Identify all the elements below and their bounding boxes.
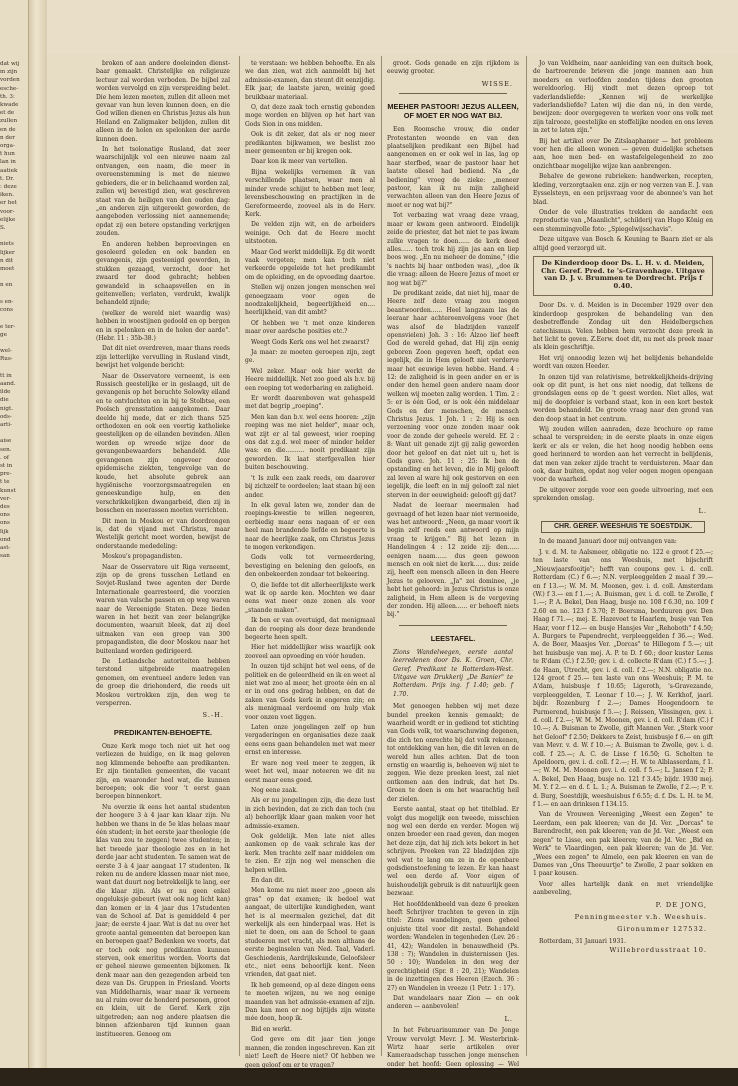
strip-line: ilde: [0, 389, 11, 396]
previous-page-strip: [0, 60, 26, 800]
strip-line: ons: [0, 512, 10, 519]
column-2: [245, 60, 375, 1079]
article-title: PREDIKANTEN-BEHOEFTE.: [113, 727, 213, 737]
paragraph: Men kome nu niet meer zoo „goeen als gras" op dat examen; ik bedoel wat aangaat, de uiterlijke kundigheden, want het is al meermalen gezichel, dat dit werkelijk als een hinderpaal was. Het is niet te doen, om aan de School te gaan studeeren met vracht, als men althans de eerste beginselen van Ned. Taal, Vaderl. Geschiedenis, Aardrijkskunde, Geloofsleer etc., niet eens behoorlijk kent. Neen vrienden, dat gaat niet.: [245, 887, 375, 979]
paragraph: Dit men in Moskou er van doordrongen is, dat de vijand met Christus, maar Westelijk gericht moet worden, bewijst de onderstaande mededeling:: [96, 517, 230, 550]
strip-line: dat wij: [0, 61, 20, 67]
strip-line: s en-: [0, 298, 14, 305]
article-body: [245, 60, 375, 1080]
paragraph: Voor alles hartelijk dank en met vriendelijke aanbeveling,: [533, 880, 713, 897]
paragraph: Jo van Veldheim, naar aanleiding van een duitsch boek, de bartroerende brieven die jonge mannen aan hun moeders en verloofden zonden tijdens den grooten wereldoorlog. Hij vindt met dezen oproep tot vaderlandsliefde: „Kennen wij de werkelijke vaderlandsliefde? Laten wij die dan nú, in den verde, bewijzen: door overgegeven te werken voor ons volk met zijn talrooze, geestelijke en stoffelijke nooden en ons leven in zet te laten zijn.": [533, 60, 713, 135]
strip-line: iken.: [0, 192, 14, 199]
column-3: [387, 60, 519, 1085]
divider: [399, 93, 507, 94]
strip-line: aand.: [0, 380, 16, 387]
paragraph: Ik heb gemeend, op al deze dingen eens te moeten wijzen, nu we nog eenige maanden van het admissie-examen af zijn. Dan kan men er nog bijtijds zijn winste mée doen, hoop ik.: [245, 981, 375, 1023]
strip-line: [0, 290, 26, 298]
paragraph: Tot verbazing wat vraag deze vraag, maar er kwam geen antwoord. Eindelijk zeide de priester, dat het niet te pas kwam zulke vragen te doen...... de kerk deed alles...... toch trok hij zijn jas aan en liep boos weg. „En nu meheer de domine," (die 's nachts bij haar ontboden was), „doe ik die vraag: alleen de Heere Jezus of moet er nog wat bij?": [387, 212, 519, 287]
page-binding: [28, 0, 47, 1068]
paragraph: Daar kon ik meer van vertellen.: [251, 158, 348, 166]
paragraph: Ook is dit zeker, dat als er nog meer predikanten bijkwamen, we beslist zoo meer gemeenten er bij kregen ook.: [245, 131, 375, 156]
paragraph: Deze uitgave van Bosch & Keuning te Baarn ziet er als altijd goed verzorgd uit.: [533, 236, 713, 252]
article-signature: WISSE.: [481, 79, 513, 88]
paragraph: te verstaan: we hebben behoefte. En als we dan zien, wat zich aanmeldt bij het admissie-examen, dan steunt dit eenzijdig. Elk jaar, de laatste jaren, weinig goed bruikbaar materiaal.: [245, 60, 375, 101]
strip-line: [0, 232, 26, 240]
paragraph: In onzen tijd van relativisme, betrekkelijkheids-drijving ook op dit punt, is het ons niet noodig, dat telkens de grondslagen eens op de 't geest worden. Niet alles, wat mij de doopfeier is verband staat, kon in een kort bestek worden behandeld. De groote vraag naar den grond van den doop staat in het centrum.: [533, 373, 713, 423]
article-title: MEEHER PASTOOR! JEZUS ALLEEN, OF MOET ER NOG WAT BIJ.: [387, 102, 519, 121]
paragraph: J. v. d. M. te Aalsmeer, obligatie no. 122 e groot f 25.—; ten laste van ons Weeshuis, met bijschrift „Nieuwjaarsfooitje"; hefft van coupons gev. i. d. coll. Rotterdam (C.) f 6.—; N.N. verpleeggelden 2 maal f 39.— en f 13.—; W. M. M. Moonen, gev. i. d. coll. Amsterdam (W.) f 3.— en f 1.—; A. Buisman, gev. i. d. coll. te Zwolle, f 1.—; P. A. Bekel, Den Haag, busje no. 108 f 6.30, no. 109 f 2.60 en no. 123 f 3.70; P. Boersma, borduuren gev. Den Haag f 71.—; mej. E. Hazevoet te Haarlem, busje van Ten Haar, voor f 12.— en busje Hansjes Ver „Rehoboth" f 4.50; A. Burgers te Papendrecht, verpleeggelden f 36.—; Wed. A. de Boer, Maasjes Ver. „Dorcas" te Hillegom f 5.—; uit het huisbusje van mej. A. P. te D. f 60.; door kuster Lems te R'dam (C.) f 2.50; gev. i. d. collecte R'dam (C.) f 5.—; J. de Haan, Utrecht, gev. i. d. coll. f 2.—; N.N. obligatie no. 124 groot f 25.— ten laste van ons Weeshuis; P. M. te A'dam, huisbusje f 10.65; Ligeroth, 's-Gravezande, verpleeggelden, T. Leonar f 10.—; J. W. Kerkhof, jaarl. bijdr. Rozenburg f 2.—; Dames Hoogendoorn te Purmerend, huisbusje f 5.—; J. Reissen, Vlissingen, gev. i. d. coll. f 2.—; W. M. M. Moonen, gev. i. d. coll. R'dam (C.) f 10.—; A. Buisman te Zwolle, gift Mannen Ver. „Sterk voor het Geloof" f 2.50; Dekkers te Zeist, huisbusje f 6.— en gift van Mevr. v. d. W. f 10.—; A. Buisman te Zwolle, gev. i. d. coll. f 25.—; A. C. de Lisse f 16.50; G. Scholten te Apeldoorn, gev. i. d. coll. f 2.—; H. W. te Alblasserdam, f 1.—; W. M. M. Moonen gev. i. d. coll. f 5.—; L. Jansen f 2; P. A. Bekel, Den Haag, busje no. 121 f 3.45; bijdr. 1930 mej. M. Y. f 2.— en d. f. L. 1.; A. Buisman te Zwolle, f 2.—; P. v. d. Burg, Soestdijk, weeshuisbus f 6.55; d. f. Ds. L. H. te M. f 1.— en aan drinksen f 134.15.: [533, 548, 713, 809]
paragraph: De predikant zeide, dat niet hij, maar de Heere zelf deze vraag zou mogen beantwoorden...... Heel langzaam las de leeraar haar achtereenvolgens voor (het was alsof de bladzijden vanzelf opensvielen) Joh. 3 : 16: Alzoo lief heeft God de wereld gehad, dat Hij zijn eenig geboren Zoon gegeven heeft, opdat een iegelijk, die in Hem gelooft niet verderve maar het eeuwige leven hebbe. Hand. 4 : 12: de zaligheid is in geen ander en er is onder den hemel geen andere naam door welken wij moeten zalig worden. 1 Tim. 2 : 5: er is één God, er is ook één middelaar Gods en der menschen, de mensch Christus Jezus. 1 Joh. 1 : 2: Hij is een verzoening voor onze zonden maar ook voor de zonde der geheele wereld. Ef. 2 : 8: Want uit genade zijt gij zalig geworden door het geloof en dat niet uit u, het is Gods gave. Joh. 11 : 25: Ik ben de opstanding en het leven, die in Mij gelooft zal leven al ware hij ook gestorven en een iegelijk, die leeft en in mij gelooft zal niet sterven in der eeuwigheid: gelooft gij dat?: [387, 289, 519, 499]
strip-line: Rus-: [0, 356, 13, 363]
paragraph: Naar de Osservatore verneemt, is een Russisch geestelijke er in geslaagd, uit de gevangenis op het beruchte Solowky eiland en te ontvluchten en in bij te Stolbtse, een Poolsch grensstation aangekomen. Daar deelde hij mede, dat er zich thans 525 orthodoxen en ook een veertig katholieke geestelijken op de eilanden bevinden. Allen worden op wreede wijze door de gevangenbewaarders behandeld. Alle gevangenen zijn ongeveer door epidemische ziekten, tengevolge van de koude, het absolute gebrek aan hygiënische voorzorgsmaatregelen en geneeskundige hulp, en den verschrikkelijken dwangarbeid, dien zij in bosschen en moerassen moeten verrichten.: [96, 372, 230, 515]
paragraph: O, die liefde tot dit allerheerlijkste werk wat ik op aarde ken. Mochten we daar eens wat meer onze zonen als voor „staande maken".: [245, 581, 375, 614]
strip-line: t hun: [0, 151, 15, 158]
review-body: [387, 703, 519, 1012]
strip-line: ge: [0, 331, 7, 338]
paragraph: Naar de Osservatore uit Riga verneemt, zijn op de grens tusschen Letland en Sovjet-Rusland twee agenten der Derde Internationale gearresteerd, die voorzien waren van valsche passen en op weg waren naar de Vereenigde Staten. Deze lieden waren in het bezit van zeer belangrijke documenten, waaruit bleek, dat zij deel uitmaken van een groep van 300 propagandisten, die door Moskou naar het buitenland worden gedirigeerd.: [96, 563, 230, 655]
paragraph: Hier het middellijker wiss waarlijk ook zooveel aan opvoeding en vóór houden.: [245, 644, 375, 660]
strip-line: ver-: [0, 495, 12, 502]
strip-line: n en: [0, 282, 13, 289]
strip-line: lijk: [0, 528, 9, 535]
strip-line: ast-: [0, 544, 11, 551]
strip-line: sen.: [0, 446, 12, 453]
strip-line: m zijn: [0, 69, 18, 76]
strip-line: san: [0, 553, 10, 560]
strip-line: niets: [0, 241, 14, 248]
book-entry: Zions Wandelwegen, eerste aantal leerredenen door Ds. K. Groen, Chr. Geref. Predikant te Rotterdam-West. Uitgave van Drukkerij „De Banier" te Rotterdam. Prijs ing. f 1.40; geb. f 1.70.: [393, 648, 513, 698]
paragraph: (welker de wereld niet waardig was) hebben in woestijnen gedoold en op bergen en in spelonken en in de holen der aarde". (Hebr. 11 : 35b-38.): [96, 309, 230, 342]
strip-line: [0, 429, 26, 437]
strip-line: lan in: [0, 159, 16, 166]
article-body: [96, 743, 230, 1039]
strip-line: et de: [0, 110, 15, 117]
article-body: [533, 60, 713, 253]
paragraph: En anderen hebben beproevingen en gesoleerd geleden en ook banden en gevangenis, zijn gesteenigd geworden, in stukken gezaagd, verzocht, door het zwaard ter dood gebracht; hebben gewandeld in schaapsvellen en in geitenvellen; verlaten, verdrukt, kwalijk behandeld zijnde;: [96, 240, 230, 307]
strip-line: n dit: [0, 257, 13, 264]
review-signature: L.: [698, 506, 707, 515]
strip-line: aatiek: [0, 167, 18, 174]
strip-line: wel-: [0, 348, 12, 355]
strip-line: tt in: [0, 372, 12, 379]
strip-line: voor-: [0, 208, 15, 215]
donations-body: [533, 538, 713, 897]
paragraph: Men kan dan b.v. wel eens hooren: „zijn roeping was me niet helder", maar och, wat zijt er al tal geweest, wier roeping ons dat z.g.d. wel meer of minder helder was: en die.......... nooit predikant zijn geworden. Ik laat sterfgevallen hier buiten beschouwing.: [245, 413, 375, 472]
column-rule: [239, 56, 240, 1056]
paragraph: Ik ben er van overtuigd, dat menigmaal dan de roeping als door deze brandende begeerte heen spelt.: [245, 617, 375, 641]
paragraph: Of hebben we 't met onze kinderen maar over aardsche posities etc.?: [245, 319, 375, 336]
paragraph: Stellen wij onzen jongen menschen wel genoegzaam voor ogen de noodzakelijkheid, begeerlijkheid en.... heerlijkheid, van dit ambt?: [245, 284, 375, 317]
paragraph: De uitgever zorgde voor een goede uitvoering, met een sprekenden omslag.: [533, 486, 713, 503]
paragraph: Moskou's propagandisten.: [102, 553, 183, 561]
strip-line: t. Dr.: [0, 175, 15, 182]
paragraph: In ouzen tijd schijnt het wel eens, of de politiek en de geleerdheid en ik en weet al niet wat zoo al meer, het groote één en al er in oud ons gedrag hebben, en dat de zaken van Gods kerk in engeren zin; en als menigmaal verdoemd om hulp vlak voor onzen voet liggen.: [245, 663, 375, 721]
section-title: LEESTAFEL.: [430, 633, 476, 643]
strip-line: orga-: [0, 143, 15, 150]
strip-line: des: [0, 503, 10, 510]
paragraph: Laten onze jongelingen zelf op hun vergaderingen en organisaties deze zaak eens eens gaan behandelen met wat meer ernst en interesse.: [245, 724, 375, 757]
strip-line: kunst: [0, 487, 16, 494]
article-signature: S.-H.: [202, 711, 224, 720]
paragraph: Nog eene zaak.: [251, 786, 298, 794]
column-1: [96, 60, 230, 1060]
strip-line: lijker: [0, 249, 15, 256]
paragraph: Er ware nog veel meer te zeggen, ik weet het wel, maar noteeren we dit nu eerst maar eens goed.: [245, 759, 375, 784]
paragraph: Door Ds. v. d. Meiden is in December 1929 over den kinderdoop gesproken de behandeling van den desbetreffende Zondag uit den Heidelbergschen catechismus. Velen hebben hem verzocht deze preek in het licht te geven. Z.Eerw. doet dit, nu met als preek maar als klein geschriftje.: [533, 302, 713, 352]
review-body: [387, 1027, 519, 1086]
column-rule: [381, 56, 382, 1056]
strip-line: ond: [0, 536, 11, 543]
paragraph: In het Februarinummer van De Jonge Vrouw vervolgt Mevr. J. M. Westerbrink-Wirtz haar serie artikelen over Kameraadschap tusschen jonge menschen onder het hoofd: Geen oplossing — Wel bezinning. In „Brieven van het Slagveld" bespreekt: [387, 1027, 519, 1085]
strip-line: [0, 273, 26, 281]
strip-line: vorden: [0, 77, 20, 84]
strip-line: S.: [0, 225, 6, 232]
strip-line: [0, 314, 26, 322]
column-rule: [526, 56, 527, 1056]
paragraph: God geve om dit jaar tien jonge mannen, die zonden ingeschreven. Kan zit niet! Leeft de Heere niet? Of hebben we geen geloof om er te vragen?: [245, 1036, 375, 1069]
article-closing: groot. Gods genade en zijn rijkdom is eeuwig grooter.: [387, 60, 519, 76]
paragraph: Ook geldelijk. Men late niet alles aankomen op de vaak schrale kas der kerk. Men trachte zelf naar middelen om te zien. Er zijn nog wel menschen die helpen willen.: [245, 832, 375, 874]
strip-line: . of: [0, 454, 9, 461]
paragraph: De Letlandsche autoriteiten hebben terstond uitgebreide maatregelen genomen, om eventueel andere leden van de groep die driehonderd, die reeds uit Moskou vertrokken zijn, den weg te versperren.: [96, 658, 230, 708]
strip-line: [0, 364, 26, 372]
strip-line: ods-: [0, 413, 12, 420]
paragraph: Dat wandelaars naar Zion — en ook anderen — aanbevolen!: [387, 995, 519, 1011]
book-box-title: De Kinderdoop door Ds. L. H. v. d. Meiden, Chr. Geref. Pred. te 's-Gravenhage. Uitgave van D. J. v. Brummen te Dordrecht. Prijs f 0.40.: [541, 258, 705, 290]
book-box: [533, 256, 713, 296]
paragraph: Maar God werkt middellijk. Eg dit wordt vaak vergeten; men kan toch niet verkeerde opgeleide tot het predikambt om de opleiding, en de opvoeding daartoe.: [245, 248, 375, 281]
strip-line: esche-: [0, 85, 19, 92]
strip-line: moet: [0, 266, 15, 273]
paragraph: Als er nu jongelingen zijn, die deze lust in zich bevinden, dat ze zich dan toch (nu al) behoorlijk klaar gaan maken voor het admissie-examen.: [245, 797, 375, 830]
paragraph: Dat dit niet overdreven, maar thans reeds zijn letterlijke vervulling in Rusland vindt, bewijst het volgende bericht:: [96, 345, 230, 370]
paragraph: Ons gebrek en onze onwaardigheid zij: [251, 1071, 368, 1079]
strip-line: n der: [0, 134, 15, 141]
strip-line: kwade: [0, 102, 19, 109]
strip-line: arti-: [0, 421, 12, 428]
paragraph: Eerste aantal, staat op het titelblad. Er volgt dus mogelijk een tweede, misschien nog wel een derde en verder. Mogen wij onzen broeder een raad geven, dan mogen het deze zijn, dat hij zich iets bekort in het schrijven. Preeken van 22 bladzijden zijn wel wat te lang om ze in de openbare godsdienstoefening te lezen. Er kan haast wel een derde af. Voor eigen of huishoudelijk gebruik is dit natuurlijk geen bezwaar.: [387, 806, 519, 898]
strip-line: t te: [0, 479, 10, 486]
treasurer-role: Penningmeester v.h. Weeshuis.: [574, 912, 707, 921]
strip-line: pre-: [0, 471, 12, 478]
page-top-margin: [46, 0, 738, 54]
strip-line: elijke: [0, 216, 16, 223]
strip-line: er het: [0, 200, 17, 207]
strip-line: cons: [0, 307, 13, 314]
giro-number: Gironummer 127532.: [617, 925, 707, 934]
paragraph: Nu overzie ik eens het aantal studenten der hoogere 3 à 4 jaar kan klaar zijn. Nu hebben we thans in de 5e klas helaas maar één student; in het eerste jaar theologie (de klas van zou te zeggen) twee studenten; in het tweede jaar theologie zes en in het derde jaar acht studenten. Te samen wat de eerste 3 à 4 jaar aangaat 17 studenten. Ik reken nu de andere klassen maar niet mee, want dat duurt nog betrekkelijk te lang, eer die klaar zijn. Als er nu geen enkel ongeluksje gebeurt (wat ook nog licht kan) dan komen er in 4 jaar dus 17studenten van de School af. Dat is gemiddeld 4 per jaar; de eerste 4 jaar. Wat is dat nu over het groote aantal gemeenten dat beroepen kan en beroepen gaat? Bedenken we voorts, dat er toch ook nog predikanten kunnen sterven, ook emeritus worden. Voorts dat er geheel nieuwe gemeenten bijkomen. Ik denk maar aan den gezegenden arbeid ten deze van Ds. Gruppen in Friesland. Voorts van Middelharnis, waar maar ik verneem nu al ruim over de honderd personen, groot en klein, uit de Geref. Kerk zijn uitgetreden; aan nog andere plaatsen die binnen afzienbaren tijd kunnen gaan institueeren. Genoeg om: [96, 803, 230, 1038]
article-body: [387, 126, 519, 620]
paragraph: Behalve de gewone rubrieken: handwerken, recepten, kleding, verzorgtaalen enz. zijn er nog verzen van E. J. van Eysselsteyn, en een prijsvraag voor de abonnee's van het blad.: [533, 173, 713, 206]
paragraph: Bid en werkt.: [251, 1025, 292, 1033]
article-body: [96, 60, 230, 708]
place-date: Rotterdam, 31 Januari 1931.: [539, 937, 626, 945]
strip-line: zullen: [0, 118, 18, 125]
paragraph: In het tsolonatige Rusland, dat zeer waarschijnlijk vol een nieuwe naam zal ontvangen, een naam, die meer in overeenstemming is met de nieuwe gebieders, die er in belichaamd worden zal, zullen wij bevestigd zien, wat geschreven staat van de heiligen van den ouden dag: „en anderen zijn uitgereekt geworden, de aangeboden verlossing niet aannemende; opdat zij een betere opstanding verkrijgen zouden.: [96, 146, 230, 238]
strip-line: aise: [0, 438, 12, 445]
paragraph: Er wordt daarenboven wat gehaspeld met dat begrip „roeping".: [245, 395, 375, 411]
paragraph: Een Roomsche vrouw, die onder Protestanten woonde en van den plaatselijken predikant een Bijbel had aangenomen en er ook wel in las, lag op haar sterfbed, waar de pastoor haar het laatste oliesel had bediend. Na „de bediening" vroeg de zieke: „meneer pastoor, kan ik nu mijn zaligheid verwachten alleen van den Heere Jezus of moet er nog wat bij?": [387, 126, 519, 209]
strip-line: st in: [0, 462, 13, 469]
paragraph: O, dat deze zaak toch ernstig gebonden moge worden en blijven op het hart van Gods Sion in ons midden.: [245, 104, 375, 128]
paragraph: Met genoegen hebben wij met deze bundel preeken kennis gemaakt; de waarheid wordt er in gediend tot stichting van Gods volk, tot waarschuwing degenen, die zich ten onrechte bij dat volk rekenen, tot ontdekking van hen, die dit leven en de wereld hun alles achten. Dat de toon ernstig en waardig is, behoeven wij niet te zeggen. Wie deze preeken leest, zal niet ontkomen aan den indruk, dat het Ds. Groen te doen is om het waarachtig heil der zielen.: [387, 703, 519, 803]
paragraph: Gods volk tot vermeerdering, bevestiging en belening den geloofs, en den onbekeerden zondaar tot bekeering.: [245, 554, 375, 579]
address: Willebrordusstraat 10.: [609, 946, 707, 955]
paragraph: Onder de vele illustraties trekken de aandacht een reproductie van „Maanlicht", schilderij van Hugo König en een stemmingvolle foto: „Spiegelwijsschavis".: [533, 208, 713, 233]
paragraph: 't Is zulk een zaak reeds, om daarover bij zichzelf te oordeelen; laat staan bij een ander.: [245, 474, 375, 499]
strip-line: [0, 339, 26, 347]
paragraph: Wel zeker. Maar ook hier werkt de Heere middellijk. Net zoo goed als b.v. bij een roeping tot wederbaring en zaligheid.: [245, 367, 375, 392]
paragraph: Onze Kerk moge toch niet uit het oog verliezen de huidige, en ik mag geloven nog klimmende behoefte aan predikanten. Er zijn tientallen gemeenten, die vacant zijn, en waaronder heel wat, die kunnen beroepen; ook die voor 't eerst gaan beroepen binnenkort.: [96, 742, 230, 801]
paragraph: broken of aan andere doeleinden dienst-baar gemaakt. Christelijke en religieuze lectuur zal worden verboden. De bijbel zal worden vervolgd en zijn verspreiding belet. Die hem lezen moeten, zullen dit alleen met gevaar van hun leven kunnen doen, en die God willen dienen en Christus Jezus als hun Heiland en Zaligmaker belijden, zullen dit alleen in de holen en spelonken der aarde kunnen doen.: [96, 60, 230, 143]
paragraph: Weegt Gods Kerk ons wel het zwaarst?: [251, 338, 370, 346]
paragraph: Het hoofddenkbeeld van deze 6 preeken heeft Schrijver trachten te geven in zijn titel: Zions wandelingen, geen geheel onjuiste titel voor dit zestal. Behandeld worden: Wandelen in tegenheden (Lev. 26 : 41, 42); Wandelen in benauwdheid (Ps. 138 : 7); Wandelen in duisternissen (Jes. 50 : 10); Wandelen in den weg der gerechtigheid (Spr. 8 : 20, 21); Wandelen in de inzettingen des Heeren (Ezech. 36 : 27) en Wandelen in vreeze (1 Petr. 1 : 17).: [387, 900, 519, 992]
strip-line: en de: [0, 126, 16, 133]
paragraph: De velden zijn wit, en de arbeiders weinige. Och dat de Heere mocht uitstooten.: [245, 221, 375, 246]
divider: [399, 625, 507, 626]
strip-line: th. 3:: [0, 93, 15, 100]
review-signature: L.: [504, 1014, 513, 1023]
strip-line: : deze: [0, 184, 17, 191]
strip-line: nigt.: [0, 405, 13, 412]
treasurer-name: P. DE JONG,: [655, 900, 707, 909]
paragraph: Van de Vrouwen Vereeniging „Weest een Zegen" te Leerdam, een pak kleeren; van de Jd. Ver. „Dorcas" te Barendrecht, een pak kleeren; van de Jd. Ver. „Weest een zegen" te Lisse, een pak kleeren; van de Jd. Ver. „Bid en Werk" te Vlaardingen, een pak kleeren; van de Jd. Ver. „Wees een zegen" te Almelo, een pak kleeren en van de Dames van „Ons Theeuurtje" te Zwolle, 2 paar sokken en 1 paar kousen.: [533, 811, 713, 878]
paragraph: In de maand Januari door mij ontvangen van:: [539, 538, 677, 546]
section-title: CHR. GEREF. WEESHUIS TE SOESTDIJK.: [541, 521, 705, 533]
paragraph: Nadat de leeraar meermalen had gevraagd of het lezen haar niet vermoeide, was het antwoord: „Neen, ga maar voort ik begin zelf reeds een antwoord op mijn vraag te krijgen." Bij het lezen in Handelingen 4 : 12 zeide zij: den...... eenigen naam...... dus geen gewoon mensch en ook niet de kerk...... dus: zeide zij, heeft een mensch alleen in den Heere Jezus te gelooven. „Ja" zei dominee, „je hebt het gehoord: in Jezus Christus is onze zaligheid, in Hem alleen is de vergeving der zonden. Hij alleen...... er behoeft niets bij.": [387, 502, 519, 619]
paragraph: Bij het artikel over De Zitslaaphamer — het probleem voor hen die alleen wonen — geven duidelijke schetsen aan, hoe men bed- en wastafelgelegenheid zo zoo onzichtbaar mogelijke wijze kan aanbrengen.: [533, 137, 713, 170]
strip-line: e ter-: [0, 323, 16, 330]
strip-line: ons: [0, 520, 10, 527]
column-4: [533, 60, 713, 1060]
paragraph: Ja maar: ze moeten geroepen zijn, zegt ge.: [245, 349, 375, 365]
strip-line: die: [0, 397, 9, 404]
paragraph: In elk geval laten we, zonder dan de roepings-kwestie te willen negeeren, eerbiedig maar eens nagaan of er een heel man brandende liefde en begeerte is naar de heerlijke zaak, om Christus Jezus te mogen verkondigen.: [245, 501, 375, 551]
review-body: [533, 302, 713, 503]
paragraph: En dan dit.: [251, 876, 285, 884]
paragraph: Het vrij onnoodig lezen wij het belijdenis behandelde wordt van onzen Heeder.: [533, 354, 713, 371]
paragraph: Bijna wekelijks vernemen ik van verschillende plaatsen, waar men al minder vrede schijnt te hebben met leer, levensbeschouwing en practijken in de Gereformeerde, zooveel als in de Herv. Kerk.: [245, 168, 375, 218]
paragraph: Wij zouden willen aanraden, deze brochure op rame schaal te verspreiden; in de eerste plaats in onze eigen kerk er als er velen, die het hoog noodig hebben eens goed herinnerd te worden aan het verrecht in belijdenis, dat men van zeker zijde tracht te verduisteren. Maar dan ook, daar buiten, opdat nog veler oogen mogen opengaan voor de waarheid.: [533, 426, 713, 484]
